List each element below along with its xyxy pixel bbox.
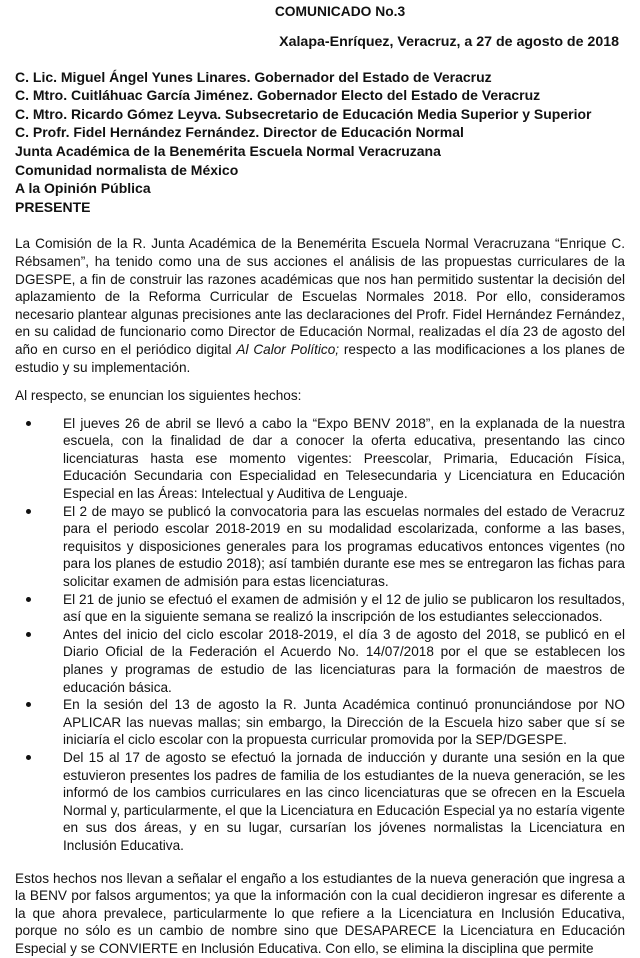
recipient-line: C. Lic. Miguel Ángel Yunes Linares. Gobernador del Estado de Veracruz <box>15 68 492 85</box>
recipient-line: C. Profr. Fidel Hernández Fernández. Director de Educación Normal <box>15 124 464 141</box>
facts-list <box>15 415 625 855</box>
fact-item: El 21 de junio se efectuó el examen de admisión y el 12 de julio se publicaron los resultados, así que en la siguiente semana se realizó la inscripción de los estudiantes seleccionados. <box>63 591 625 625</box>
intro-paragraph <box>15 235 625 376</box>
recipient-line: C. Mtro. Cuitláhuac García Jiménez. Gobernador Electo del Estado de Veracruz <box>15 87 541 104</box>
recipient-line: Junta Académica de la Benemérita Escuela Normal Veracruzana <box>15 142 441 159</box>
newspaper-name: Al Calor Político; <box>236 341 340 357</box>
closing-paragraph: Estos hechos nos llevan a señalar el engaño a los estudiantes de la nueva generación que ingresa a la BENV por falsos argumentos; ya que la información con la cual decidieron ingresar es diferente a la que ahora prevalece, particularmente lo que refiere a la Licenciatura en Inclusión Educativa, porque no sólo es un cambio de nombre sino que DESAPARECE la Licenciatura en Educación Especial y se CONVIERTE en Inclusión Educativa. Con ello, se elimina la disciplina que permite <box>15 870 625 956</box>
facts-lead: Al respecto, se enuncian los siguientes hechos: <box>15 388 302 404</box>
dateline: Xalapa-Enríquez, Veracruz, a 27 de agosto de 2018 <box>279 34 619 50</box>
fact-item: El 2 de mayo se publicó la convocatoria para las escuelas normales del estado de Veracruz para el periodo escolar 2018-2019 en su modalidad escolarizada, conforme a las bases, requisitos y disposiciones generales para los programas educativos entonces vigentes (no para los planes de estudio 2018); así también durante ese mes se entregaron las fichas para solicitar examen de admisión para estas licenciaturas. <box>63 503 625 590</box>
recipient-line: C. Mtro. Ricardo Gómez Leyva. Subsecretario de Educación Media Superior y Superior <box>15 105 592 122</box>
recipient-line: Comunidad normalista de México <box>15 161 239 178</box>
recipient-line: PRESENTE <box>15 198 91 215</box>
document-title: COMUNICADO No.3 <box>274 4 406 19</box>
intro-text: La Comisión de la R. Junta Académica de la Benemérita Escuela Normal Veracruzana “Enrique C. Rébsamen”, ha tenido como una de sus acciones el análisis de las propuestas curriculares de la DGESPE, a fin de construir las razones académicas que nos han permitido sustentar la decisión del aplazamiento de la Reforma Curricular de Escuelas Normales 2018. Por ello, consideramos necesario plantear algunas precisiones ante las declaraciones del Profr. Fidel Hernández Fernández, en su calidad de funcionario como Director de Educación Normal, realizadas el día 23 de agosto del año en curso en el periódico digital <box>15 236 625 357</box>
fact-item: Del 15 al 17 de agosto se efectuó la jornada de inducción y durante una sesión en la que estuvieron presentes los padres de familia de los estudiantes de la nueva generación, se les informó de los cambios curriculares en las cinco licenciaturas que se ofrecen en la Escuela Normal y, particularmente, el que la Licenciatura en Educación Especial ya no estaría vigente en sus dos áreas, y en su lugar, cursarían los jóvenes normalistas la Licenciatura en Inclusión Educativa. <box>63 749 625 853</box>
fact-item: El jueves 26 de abril se llevó a cabo la “Expo BENV 2018”, en la explanada de la nuestra escuela, con la finalidad de dar a conocer la oferta educativa, presentando las cinco licenciaturas hasta ese momento vigentes: Preescolar, Primaria, Educación Física, Educación Secundaria con Especialidad en Telesecundaria y Licenciatura en Educación Especial en las Áreas: Intelectual y Auditiva de Lenguaje. <box>63 415 625 502</box>
fact-item: En la sesión del 13 de agosto la R. Junta Académica continuó pronunciándose por NO APLICAR las nuevas mallas; sin embargo, la Dirección de la Escuela hizo saber que sí se iniciaría el ciclo escolar con la propuesta curricular promovida por la SEP/DGESPE. <box>63 697 625 748</box>
recipients-block <box>15 68 625 217</box>
intro-text-end: respecto a las modificaciones a los planes de estudio y su implementación. <box>15 341 625 375</box>
fact-item: Antes del inicio del ciclo escolar 2018-2019, el día 3 de agosto del 2018, se publicó en el Diario Oficial de la Federación el Acuerdo No. 14/07/2018 por el que se establecen los planes y programas de estudio de las licenciaturas para la formación de maestros de educación básica. <box>63 626 625 695</box>
recipient-line: A la Opinión Pública <box>15 180 151 197</box>
